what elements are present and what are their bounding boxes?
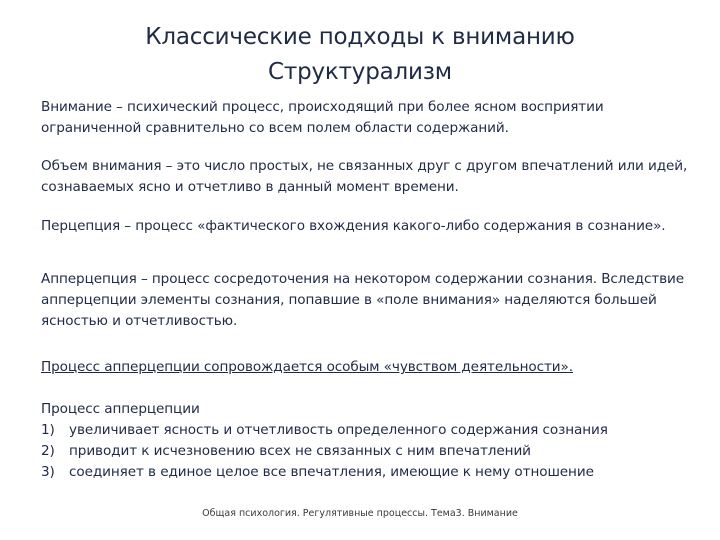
paragraph-perception: Перцепция – процесс «фактического вхождения какого-либо содержания в сознание». — [41, 218, 666, 234]
apperception-list — [41, 399, 608, 483]
paragraph-apperception: Апперцепция – процесс сосредоточения на некотором содержании сознания. Вследствие апперцепции элементы сознания, попавшие в «поле внимания» наделяются большей ясностью и отчетливостью. — [41, 271, 685, 329]
title-line-1: Классические подходы к вниманию — [145, 24, 575, 50]
list-item — [41, 420, 608, 441]
list-item-text: увеличивает ясность и отчетливость определенного содержания сознания — [69, 422, 608, 438]
list-item — [41, 441, 608, 462]
title-line-2: Структурализм — [268, 59, 452, 85]
list-number: 1) — [41, 422, 55, 438]
list-item-text: приводит к исчезновению всех не связанных с ним впечатлений — [69, 443, 531, 459]
slide-footer: Общая психология. Регулятивные процессы. Тема3. Внимание — [202, 508, 518, 519]
list-item-text: соединяет в единое целое все впечатления, имеющие к нему отношение — [69, 464, 594, 480]
list-intro: Процесс апперцепции — [41, 401, 200, 417]
list-number: 2) — [41, 443, 55, 459]
paragraph-attention-span: Объем внимания – это число простых, не связанных друг с другом впечатлений или идей, сознаваемых ясно и отчетливо в данный момент времени. — [41, 158, 688, 195]
slide-title — [0, 20, 720, 90]
numbered-list — [41, 420, 608, 483]
list-item — [41, 462, 608, 483]
list-number: 3) — [41, 464, 55, 480]
paragraph-feeling-of-activity: Процесс апперцепции сопровождается особым «чувством деятельности». — [41, 359, 573, 375]
paragraph-attention-definition: Внимание – психический процесс, происходящий при более ясном восприятии ограниченной сравнительно со всем полем области содержаний. — [41, 99, 604, 136]
